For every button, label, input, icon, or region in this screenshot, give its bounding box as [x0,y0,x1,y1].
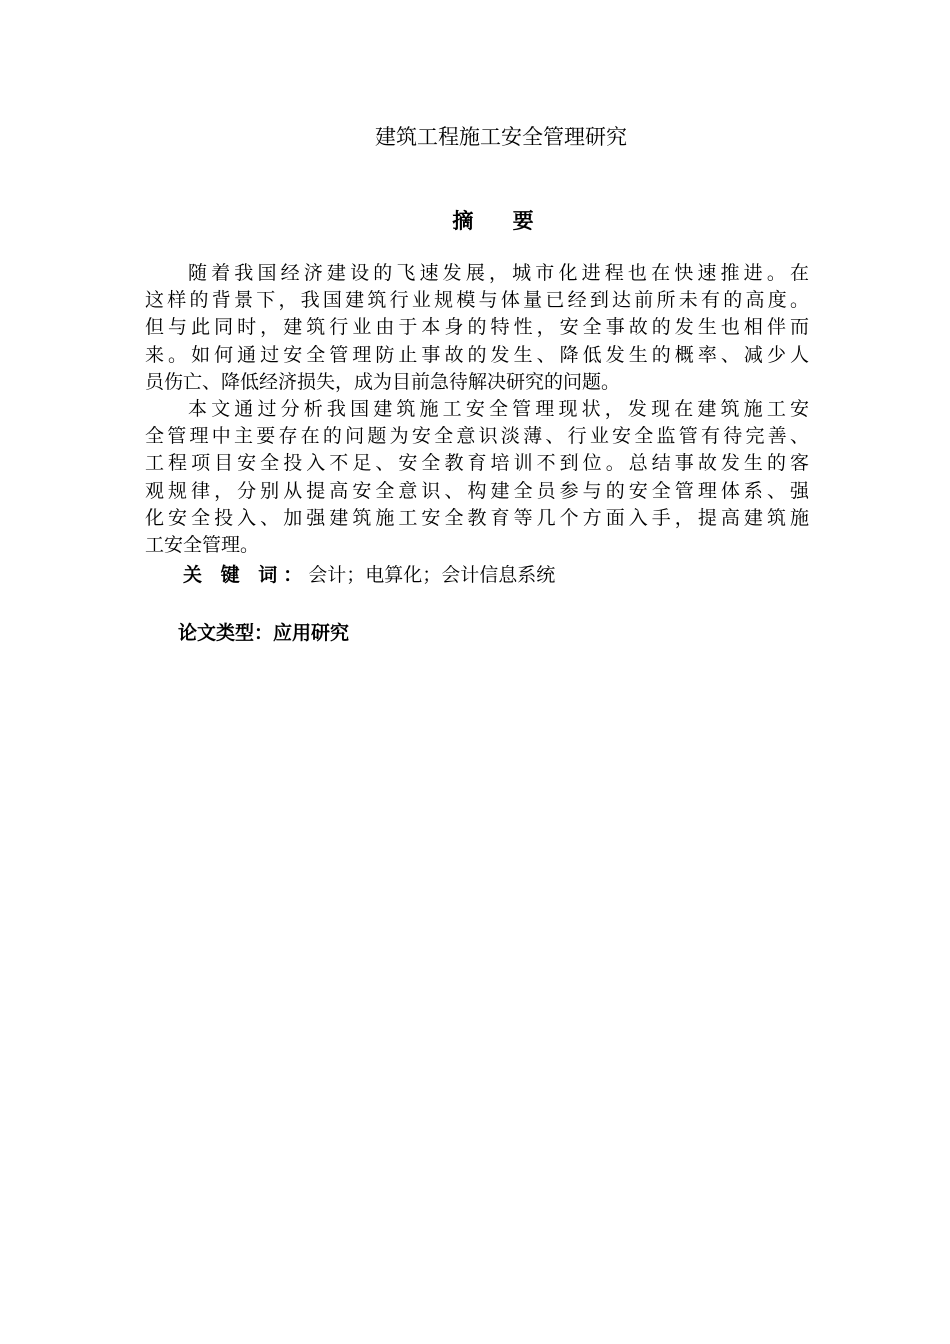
abstract-line: 本文通过分析我国建筑施工安全管理现状，发现在建筑施工安 [188,397,809,420]
abstract-line: 全管理中主要存在的问题为安全意识淡薄、行业安全监管有待完善、 [145,425,809,448]
abstract-line: 来。如何通过安全管理防止事故的发生、降低发生的概率、减少人 [145,343,809,366]
abstract-line: 工程项目安全投入不足、安全教育培训不到位。总结事故发生的客 [145,452,809,475]
abstract-line: 员伤亡、降低经济损失，成为目前急待解决研究的问题。 [145,370,621,393]
paper-type: 论文类型：应用研究 [178,622,350,644]
abstract-line: 化安全投入、加强建筑施工安全教育等几个方面入手，提高建筑施 [145,506,809,529]
keywords-line [183,561,555,589]
document-title: 建筑工程施工安全管理研究 [375,125,627,149]
abstract-line: 这样的背景下，我国建筑行业规模与体量已经到达前所未有的高度。 [145,289,809,312]
keywords-label: 关 键 词： [183,564,309,586]
keywords-value: 会计；电算化；会计信息系统 [308,564,556,586]
abstract-heading: 摘 要 [452,209,550,233]
abstract-line: 但与此同时，建筑行业由于本身的特性，安全事故的发生也相伴而 [145,316,809,339]
abstract-line: 工安全管理。 [145,533,260,556]
abstract-body [145,260,809,559]
abstract-line: 随着我国经济建设的飞速发展，城市化进程也在快速推进。在 [188,262,809,284]
abstract-line: 观规律，分别从提高安全意识、构建全员参与的安全管理体系、强 [145,479,809,502]
